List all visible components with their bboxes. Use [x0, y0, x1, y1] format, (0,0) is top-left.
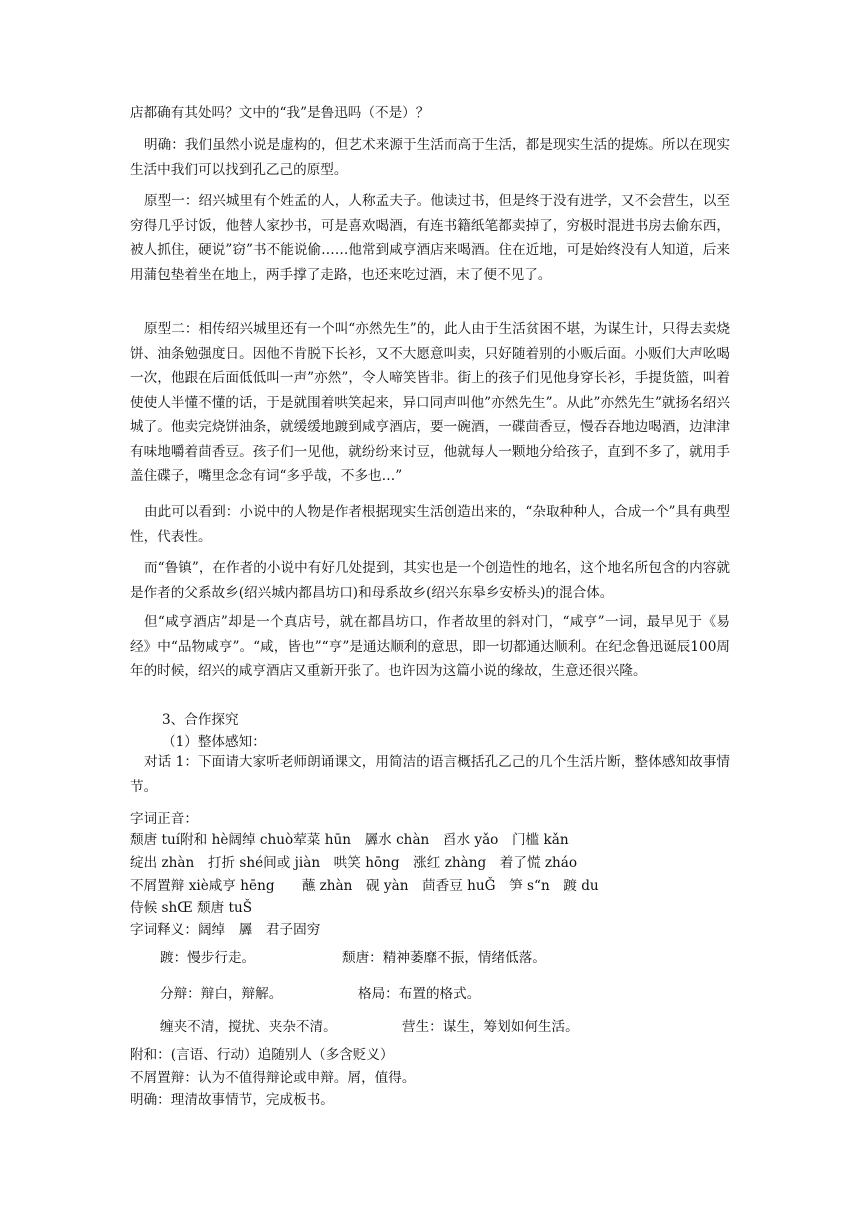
paragraph-conclusion: 由此可以看到：小说中的人物是作者根据现实生活创造出来的，“杂取种种人，合成一个”具有典型性，代表性。 — [130, 504, 730, 545]
explanation-item: 颓唐：精神萎靡不振，情绪低落。 — [342, 950, 546, 966]
paragraph-xianheng: 但“咸亨酒店”却是一个真店号，就在都昌坊口，作者故里的斜对门，“咸亨”一词，最早见于《易经》中“品物咸亨”。“咸，皆也”“亨”是通达顺利的意思，即一切都通达顺利。在纪念鲁迅诞辰100周年的时候，绍兴的咸亨酒店又重新开张了。也许因为这篇小说的缘故，生意还很兴隆。 — [130, 614, 730, 679]
explanation-item: 踱：慢步行走。 — [160, 950, 256, 966]
pronunciation-line: 颓唐 tuí附和 hè阔绰 chuò荤菜 hūn 羼水 chàn 舀水 yǎo 门槛 kǎn — [130, 832, 569, 848]
paragraph-prototype-two: 原型二：相传绍兴城里还有一个叫“亦然先生”的，此人由于生活贫困不堪，为谋生计，只得去卖烧饼、油条勉强度日。因他不肯脱下长衫，又不大愿意叫卖，只好随着别的小贩后面。小贩们大声吆喝一次，他跟在后面低低叫一声”亦然”，令人啼笑皆非。街上的孩子们见他身穿长衫，手提货篮，叫着使使人半懂不懂的话，于是就围着哄笑起来，异口同声叫他”亦然先生”。从此”亦然先生”就扬名绍兴城了。他卖完烧饼油条，就缓缓地踱到咸亨酒店，要一碗酒，一碟茴香豆，慢吞吞地边喝酒，边津津有味地嚼着茴香豆。孩子们一见他，就纷纷来讨豆，他就每人一颗地分给孩子，直到不多了，就用手盖住碟子，嘴里念念有词“多乎哉，不多也…” — [130, 321, 730, 484]
pronunciation-line: 绽出 zhàn 打折 shé间或 jiàn 哄笑 hōng 涨红 zhàng 着了慌 zháo — [130, 855, 578, 871]
pronunciation-line: 侍候 shŒ 颓唐 tuŠ — [130, 900, 253, 916]
explanation-mingque: 明确：理清故事情节，完成板书。 — [130, 1092, 334, 1108]
pronunciation-line: 不屑置辩 xiè咸亨 hēng 蘸 zhàn 砚 yàn 茴香豆 huǦ 笋 s“n 踱 du — [130, 878, 599, 894]
explanation-fuhe: 附和：(言语、行动）追随别人（多含贬义） — [130, 1047, 394, 1063]
paragraph-clarify: 明确：我们虽然小说是虚构的，但艺术来源于生活而高于生活，都是现实生活的提炼。所以在现实生活中我们可以找到孔乙己的原型。 — [130, 137, 730, 178]
subsection-heading: （1）整体感知： — [162, 734, 266, 750]
paragraph-luzhen: 而“鲁镇”，在作者的小说中有好几处提到，其实也是一个创造性的地名，这个地名所包含的内容就是作者的父系故乡(绍兴城内都昌坊口)和母系故乡(绍兴东皋乡安桥头)的混合体。 — [130, 560, 730, 601]
explanation-item: 分辩：辩白，辩解。 — [160, 986, 283, 1002]
explanation-item: 营生：谋生，筹划如何生活。 — [402, 1019, 579, 1035]
explanation-buxie: 不屑置辩：认为不值得辩论或申辩。屑，值得。 — [130, 1070, 416, 1086]
paragraph-question: 店都确有其处吗？文中的“我”是鲁迅吗（不是）？ — [130, 105, 430, 121]
pronunciation-title: 字词正音： — [130, 811, 198, 827]
section-heading: 3、合作探究 — [162, 712, 239, 728]
explanation-item: 格局：布置的格式。 — [358, 986, 481, 1002]
paragraph-prototype-one: 原型一：绍兴城里有个姓孟的人，人称孟夫子。他读过书，但是终于没有进学，又不会营生，以至穷得几乎讨饭，他替人家抄书，可是喜欢喝酒，有连书籍纸笔都卖掉了，穷极时混进书房去偷东西，被人抓住，硬说”窃”书不能说偷……他常到咸亨酒店来喝酒。住在近地，可是始终没有人知道，后来用蒲包垫着坐在地上，两手撑了走路，也还来吃过酒，末了便不见了。 — [130, 193, 730, 283]
paragraph-dialogue-one: 对话 1：下面请大家听老师朗诵课文，用简洁的语言概括孔乙己的几个生活片断，整体感知故事情节。 — [130, 754, 730, 795]
explanation-title: 字词释义：阔绰 羼 君子固穷 — [130, 922, 321, 938]
explanation-item: 缠夹不清，搅扰、夹杂不清。 — [160, 1019, 337, 1035]
